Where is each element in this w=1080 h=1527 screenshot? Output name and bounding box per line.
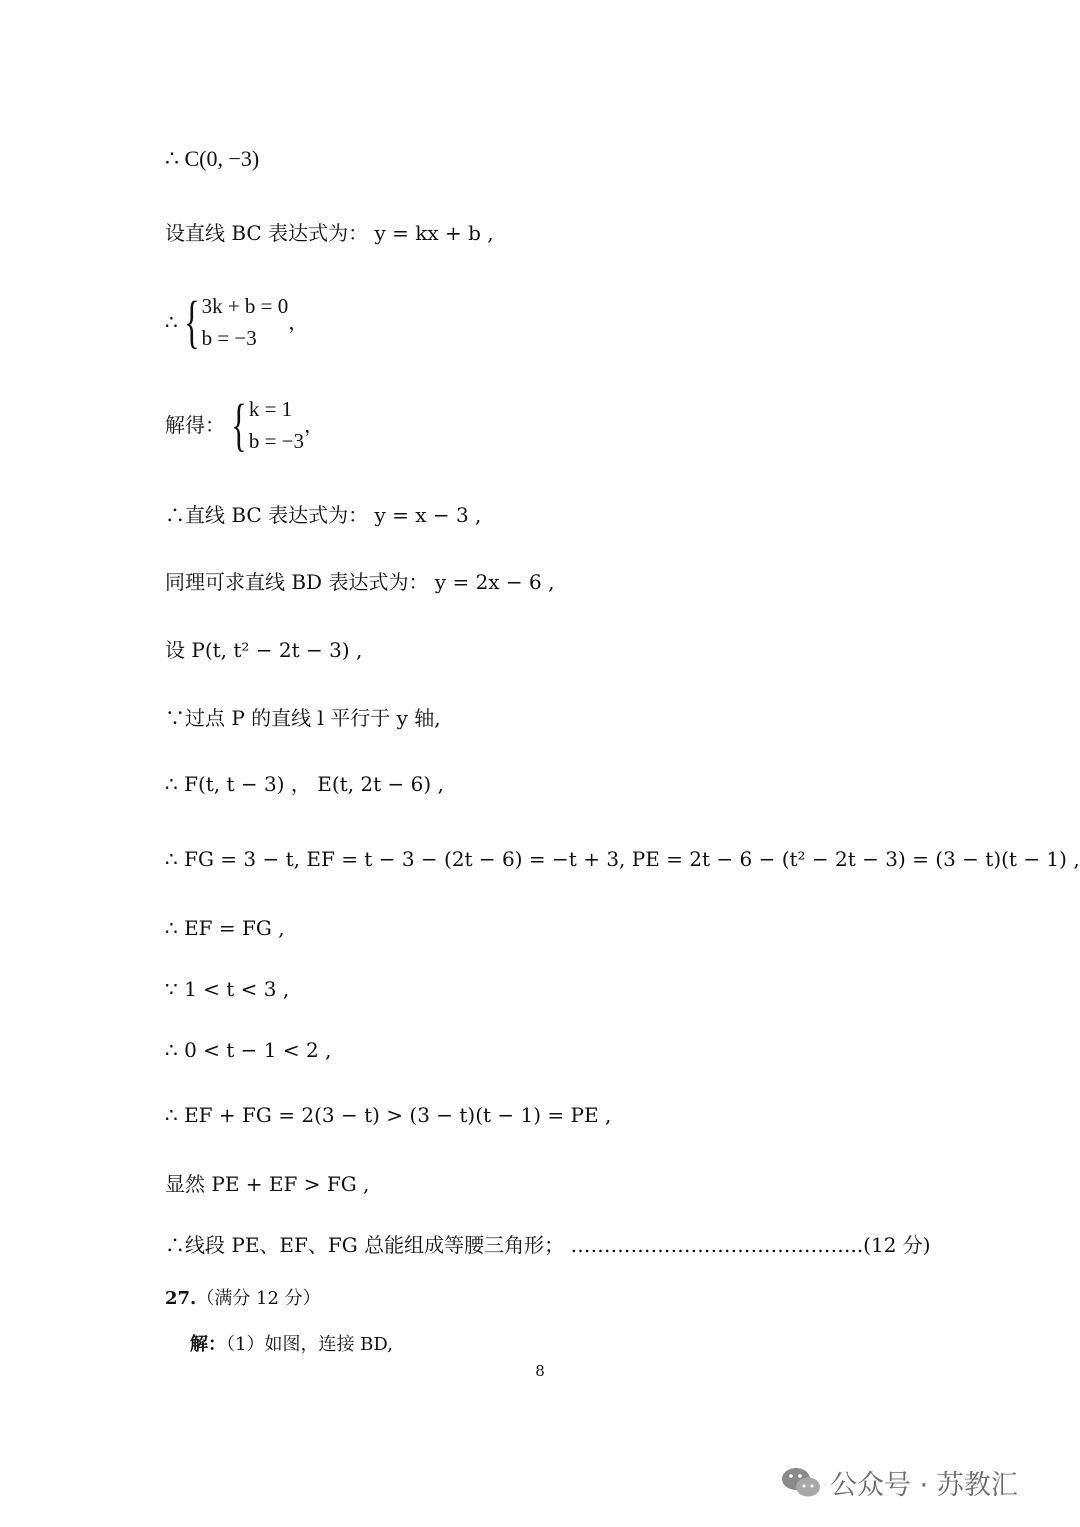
- line-point-c: ∴ C(0, −3): [165, 146, 260, 171]
- watermark: [780, 1463, 1018, 1502]
- page-number: 8: [535, 1362, 545, 1380]
- therefore-symbol: ∴: [165, 310, 178, 334]
- line-parallel: ∵过点 P 的直线 l 平行于 y 轴,: [165, 706, 441, 730]
- watermark-text: 公众号 · 苏教汇: [830, 1470, 1018, 1501]
- solution-text: （1）如图，连接 BD,: [226, 1334, 393, 1355]
- comma: ，: [288, 310, 309, 334]
- question-score: （满分 12 分）: [196, 1288, 321, 1309]
- solution-line: [190, 1330, 393, 1356]
- question-27-header: [165, 1284, 321, 1310]
- brace-icon: {: [183, 289, 200, 354]
- question-number: 27.: [165, 1288, 197, 1309]
- solve-label: 解得：: [165, 413, 225, 437]
- line-bc-assume: 设直线 BC 表达式为： y = kx + b ,: [165, 221, 494, 245]
- brace-icon: {: [231, 392, 247, 457]
- solution-label: 解：: [190, 1334, 226, 1355]
- line-lengths: ∴ FG = 3 − t, EF = t − 3 − (2t − 6) = −t + 3, PE = 2t − 6 − (t² − 2t − 3) = (3 − t)(t − 1) ,: [165, 847, 1080, 871]
- equation-row: k = 1: [248, 397, 293, 421]
- line-system-1: [165, 290, 308, 354]
- line-inequality: ∴ EF + FG = 2(3 − t) > (3 − t)(t − 1) = PE ,: [165, 1103, 612, 1127]
- equation-row: b = −3: [201, 326, 257, 350]
- line-bd-result: 同理可求直线 BD 表达式为： y = 2x − 6 ,: [165, 570, 555, 594]
- line-points-fe: ∴ F(t, t − 3) ， E(t, 2t − 6) ,: [165, 772, 444, 796]
- wechat-icon: [780, 1465, 822, 1501]
- line-t-range: ∵ 1 < t < 3 ,: [165, 977, 290, 1001]
- line-ef-fg: ∴ EF = FG ,: [165, 916, 285, 940]
- line-obvious: 显然 PE + EF > FG ,: [165, 1172, 370, 1196]
- line-bc-result: ∴直线 BC 表达式为： y = x − 3 ,: [165, 503, 482, 527]
- comma: ，: [304, 413, 325, 437]
- line-point-p: 设 P(t, t² − 2t − 3) ,: [165, 638, 363, 662]
- equation-row: b = −3: [248, 429, 305, 453]
- line-t-minus-range: ∴ 0 < t − 1 < 2 ,: [165, 1038, 332, 1062]
- line-system-2: [165, 393, 324, 457]
- line-conclusion: ∴线段 PE、EF、FG 总能组成等腰三角形； ……………………………………..(12 分): [165, 1233, 931, 1257]
- equation-row: 3k + b = 0: [201, 294, 289, 318]
